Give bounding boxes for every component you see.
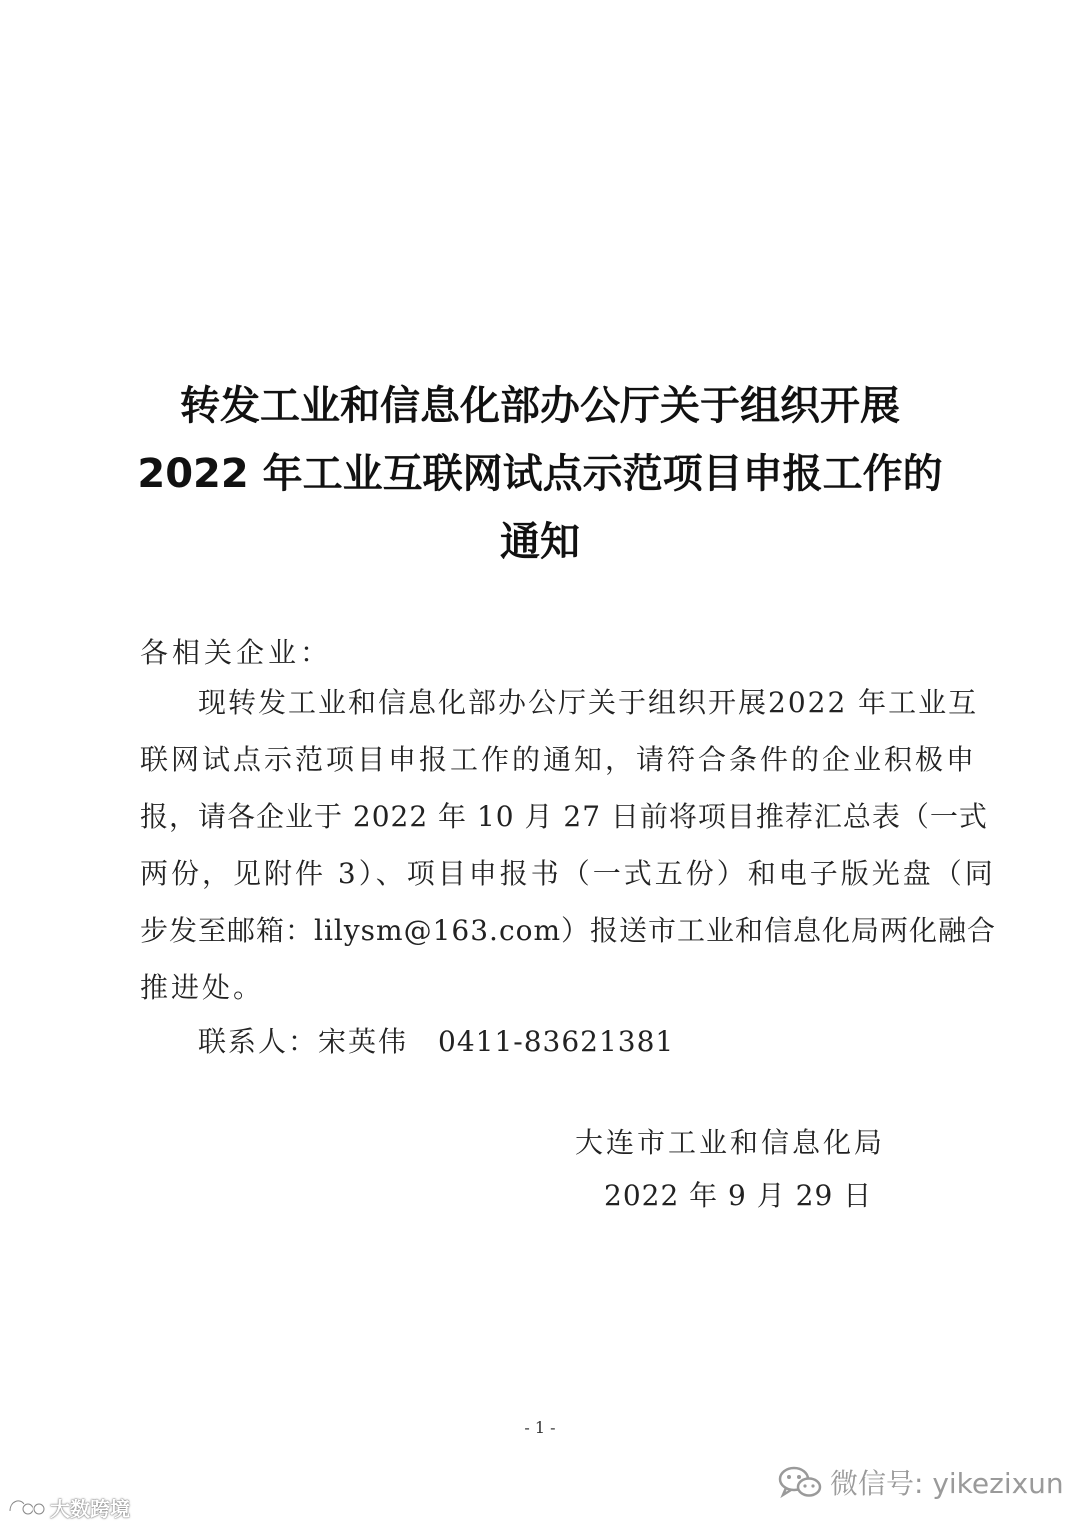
- watermark-right-text: 微信号: yikezixun: [830, 1467, 1064, 1500]
- body-line-6: 推进处。: [140, 971, 265, 1004]
- brand-logo-icon: [6, 1495, 46, 1519]
- contact-person: 联系人：宋英伟: [198, 1025, 409, 1058]
- salutation: 各相关企业：: [140, 636, 333, 669]
- issuer-name: 大连市工业和信息化局: [575, 1126, 886, 1159]
- document-title-line-3: 通知: [500, 519, 580, 565]
- issue-date: 2022 年 9 月 29 日: [604, 1179, 873, 1212]
- document-title-line-1: 转发工业和信息化部办公厅关于组织开展: [180, 383, 900, 429]
- body-line-3: 报，请各企业于 2022 年 10 月 27 日前将项目推荐汇总表（一式: [140, 800, 988, 833]
- wechat-icon: [778, 1465, 822, 1499]
- document-title-line-2: 2022 年工业互联网试点示范项目申报工作的: [137, 451, 943, 497]
- body-line-2: 联网试点示范项目申报工作的通知，请符合条件的企业积极申: [140, 743, 978, 776]
- contact-line: [198, 1026, 674, 1058]
- body-line-4: 两份，见附件 3）、项目申报书（一式五份）和电子版光盘（同: [140, 857, 996, 890]
- contact-phone: 0411-83621381: [438, 1025, 675, 1058]
- watermark-right: [778, 1462, 1064, 1502]
- watermark-left-text: 大数跨境: [50, 1496, 130, 1521]
- body-line-1: 现转发工业和信息化部办公厅关于组织开展2022 年工业互: [198, 686, 979, 719]
- watermark-left: [6, 1493, 130, 1521]
- body-line-5: 步发至邮箱：lilysm@163.com）报送市工业和信息化局两化融合: [140, 914, 997, 947]
- page-number: - 1 -: [524, 1418, 556, 1437]
